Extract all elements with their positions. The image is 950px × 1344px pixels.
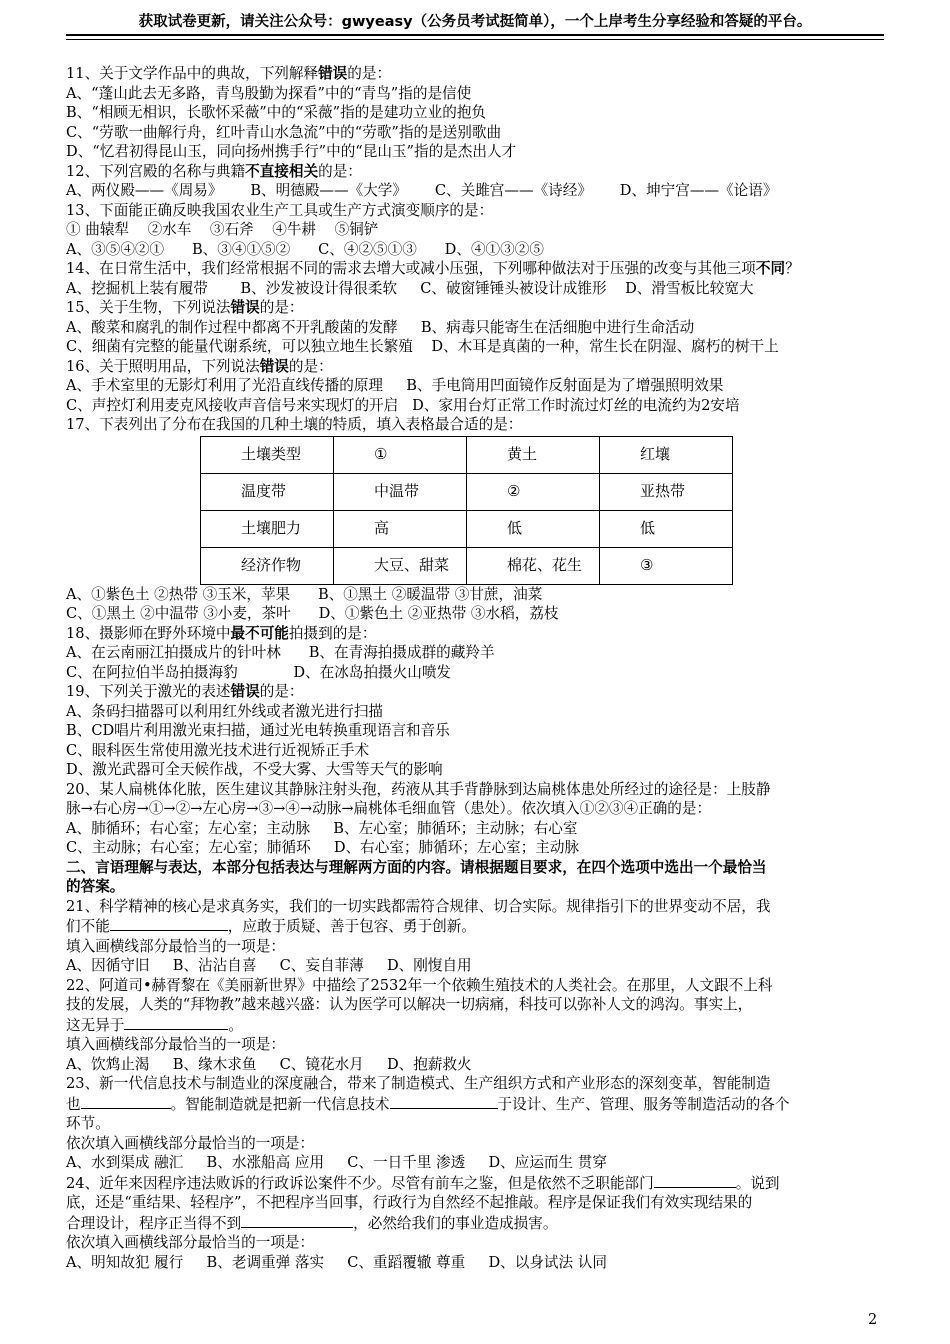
- table-cell: ①: [334, 436, 467, 473]
- question-24-prompt: 依次填入画横线部分最恰当的一项是：: [66, 1234, 315, 1251]
- option-d: D、④①③②⑤: [444, 240, 544, 258]
- table-cell: ②: [467, 473, 600, 510]
- page-header: 获取试卷更新，请关注公众号：gwyeasy（公务员考试挺简单），一个上岸考生分享经验和答疑的平台。: [138, 14, 812, 30]
- option-a: A、手术室里的无影灯利用了光沿直线传播的原理: [66, 377, 384, 394]
- question-12-options: [66, 181, 886, 201]
- question-13-items: ① 曲辕犁 ②水车 ③石斧 ④牛耕 ⑤铜铲: [66, 221, 379, 238]
- question-21-stem-line2: 们不能 ，应敢于质疑、善于包容、勇于创新。: [66, 918, 476, 935]
- question-11-option-d: D、“忆君初得昆山玉，同向扬州携手行”中的“昆山玉”指的是杰出人才: [66, 143, 517, 160]
- option-a: A、①紫色土 ②热带 ③玉米，苹果: [66, 585, 291, 603]
- table-cell: 亚热带: [600, 473, 733, 510]
- option-d: D、右心室；肺循环；左心室；主动脉: [333, 839, 580, 856]
- option-c: C、一日千里 渗透: [347, 1154, 466, 1171]
- question-22-options: [66, 1055, 886, 1075]
- question-24-stem-line1: 24、近年来因程序违法败诉的行政诉讼案件不少。尽管有前车之鉴，但是依然不乏职能部门 。说到: [66, 1174, 780, 1192]
- answer-blank-2: [241, 1213, 353, 1228]
- question-19-option-b: B、CD唱片利用激光束扫描，通过光电转换重现语言和音乐: [66, 722, 450, 739]
- option-b: B、沾沾自喜: [172, 957, 257, 974]
- question-23-stem-line1: 23、新一代信息技术与制造业的深度融合，带来了制造模式、生产组织方式和产业形态的深刻变革，智能制造: [66, 1075, 771, 1092]
- option-c: C、①黑土 ②中温带 ③小麦，茶叶: [66, 605, 291, 622]
- table-cell: 中温带: [334, 473, 467, 510]
- question-11-stem: 11、关于文学作品中的典故，下列解释错误的是：: [66, 65, 392, 82]
- option-c: C、重蹈覆辙 尊重: [347, 1253, 466, 1271]
- page-number: 2: [868, 1312, 878, 1328]
- option-c: C、细菌有完整的能量代谢系统，可以独立地生长繁殖: [66, 338, 413, 355]
- option-a: A、两仪殿——《周易》: [66, 182, 223, 199]
- option-c: C、主动脉；右心室；左心室；肺循环: [66, 839, 311, 856]
- option-b: B、在青海拍摄成群的藏羚羊: [308, 644, 495, 661]
- question-17-options-ab: [66, 585, 886, 605]
- question-16-options-cd: [66, 396, 886, 416]
- question-13-stem: 13、下面能正确反映我国农业生产工具或生产方式演变顺序的是：: [66, 201, 494, 219]
- option-d: D、抱薪救火: [386, 1055, 472, 1073]
- table-row: [201, 436, 733, 473]
- option-a: A、肺循环；右心室；左心室；主动脉: [66, 819, 311, 837]
- option-b: B、老调重弹 落实: [206, 1253, 325, 1271]
- question-24-options: [66, 1253, 886, 1273]
- question-24-stem-line2: 底，还是“重结果、轻程序”，不把程序当回事，行政行为自然经不起推敲。程序是保证我们有效实现结果的: [66, 1194, 753, 1211]
- option-d: D、①紫色土 ②亚热带 ③水稻，荔枝: [318, 605, 559, 622]
- question-15-options-cd: [66, 337, 886, 357]
- question-23-stem-line2: 也 。智能制造就是把新一代信息技术 于设计、生产、管理、服务等制造活动的各个: [66, 1095, 790, 1113]
- table-cell: 温度带: [201, 473, 334, 510]
- question-22-stem-line3: 这无异于 。: [66, 1016, 243, 1034]
- question-15-stem: 15、关于生物，下列说法错误的是：: [66, 299, 304, 316]
- option-c: C、镜花水月: [279, 1055, 364, 1073]
- table-cell: 低: [467, 510, 600, 547]
- question-20-options-ab: [66, 819, 886, 839]
- table-cell: 棉花、花生: [467, 547, 600, 584]
- question-19-stem: 19、下列关于激光的表述错误的是：: [66, 683, 304, 700]
- question-23-stem-line3: 环节。: [66, 1115, 110, 1132]
- table-row: [201, 510, 733, 547]
- table-cell: 低: [600, 510, 733, 547]
- option-d: D、木耳是真菌的一种，常生长在阴湿、腐朽的树干上: [431, 338, 779, 355]
- question-14-options: [66, 279, 886, 299]
- question-22-stem-line1: 22、阿道司•赫胥黎在《美丽新世界》中描绘了2532年一个依赖生殖技术的人类社会。在那里，人文跟不上科: [66, 976, 773, 994]
- option-a: A、挖掘机上装有履带: [66, 279, 208, 297]
- question-19-option-d: D、激光武器可全天候作战，不受大雾、大雪等天气的影响: [66, 761, 443, 778]
- question-20-options-cd: [66, 838, 886, 858]
- table-cell: 经济作物: [201, 547, 334, 584]
- question-21-stem-line1: 21、科学精神的核心是求真务实，我们的一切实践都需符合规律、切合实际。规律指引下的世界变动不居，我: [66, 897, 771, 915]
- table-cell: 土壤肥力: [201, 510, 334, 547]
- question-24-stem-line3: 合理设计，程序正当得不到 ，必然给我们的事业造成损害。: [66, 1214, 558, 1232]
- question-17-options-cd: [66, 604, 886, 624]
- question-22-stem-line2: 技的发展，人类的“拜物教”越来越兴盛：认为医学可以解决一切病痛，科技可以弥补人文的鸿沟。事实上，: [66, 996, 753, 1013]
- table-cell: 大豆、甜菜: [334, 547, 467, 584]
- answer-blank-1: [654, 1173, 736, 1188]
- option-b: B、明德殿——《大学》: [250, 182, 407, 199]
- question-20-stem-line1: 20、某人扁桃体化脓，医生建议其静脉注射头孢，药液从其手背静脉到达扁桃体患处所经过的途径是：上肢静: [66, 780, 771, 798]
- question-19-option-c: C、眼科医生常使用激光技术进行近视矫正手术: [66, 741, 370, 759]
- option-a: A、水到渠成 融汇: [66, 1154, 184, 1171]
- question-17-stem: 17、下表列出了分布在我国的几种土壤的特质，填入表格最合适的是：: [66, 416, 523, 433]
- answer-blank: [110, 916, 228, 931]
- option-b: B、左心室；肺循环；主动脉；右心室: [333, 819, 578, 837]
- answer-blank-2: [390, 1094, 498, 1109]
- option-b: B、手电筒用凹面镜作反射面是为了增强照明效果: [406, 377, 724, 394]
- question-11-option-c: C、“劳歌一曲解行舟，红叶青山水急流”中的“劳歌”指的是送别歌曲: [66, 123, 502, 141]
- question-22-prompt: 填入画横线部分最恰当的一项是：: [66, 1036, 285, 1053]
- question-11-option-b: B、“相顾无相识，长歌怀采薇”中的“采薇”指的是建功立业的抱负: [66, 104, 487, 121]
- question-16-options-ab: [66, 376, 886, 396]
- option-b: B、①黑土 ②暖温带 ③甘蔗，油菜: [317, 585, 543, 603]
- option-c: C、声控灯利用麦克风接收声音信号来实现灯的开启: [66, 396, 399, 414]
- option-d: D、以身试法 认同: [488, 1253, 607, 1271]
- option-a: A、明知故犯 履行: [66, 1253, 184, 1271]
- question-21-prompt: 填入画横线部分最恰当的一项是：: [66, 937, 285, 955]
- table-row: [201, 473, 733, 510]
- answer-blank: [124, 1015, 228, 1030]
- question-12-stem: 12、下列宫殿的名称与典籍不直接相关的是：: [66, 162, 362, 180]
- question-23-prompt: 依次填入画横线部分最恰当的一项是：: [66, 1134, 315, 1152]
- header-rule-thin: [66, 39, 884, 40]
- section-2-heading-line1: 二、言语理解与表达，本部分包括表达与理解两方面的内容。请根据题目要求，在四个选项中选出一个最恰当: [66, 858, 767, 876]
- option-b: B、病毒只能寄生在活细胞中进行生命活动: [420, 318, 695, 336]
- option-a: A、因循守旧: [66, 957, 150, 974]
- option-c: C、在阿拉伯半岛拍摄海豹: [66, 663, 238, 681]
- table-cell: 土壤类型: [201, 436, 334, 473]
- header-rule-thick: [66, 34, 884, 36]
- option-c: C、④②⑤①③: [318, 240, 417, 258]
- option-b: B、缘木求鱼: [172, 1055, 257, 1073]
- table-cell: 高: [334, 510, 467, 547]
- option-b: B、③④①⑤②: [191, 240, 291, 258]
- option-d: D、滑雪板比较宽大: [625, 279, 754, 297]
- option-a: A、③⑤④②①: [66, 240, 165, 258]
- option-d: D、家用台灯正常工作时流过灯丝的电流约为2安培: [412, 396, 740, 414]
- option-d: D、刚愎自用: [386, 957, 472, 974]
- table-cell: ③: [600, 547, 733, 584]
- question-16-stem: 16、关于照明用品，下列说法错误的是：: [66, 357, 333, 375]
- option-c: C、关雎宫——《诗经》: [434, 182, 592, 199]
- option-a: A、饮鸩止渴: [66, 1055, 150, 1073]
- question-20-stem-line2: 脉→右心房→①→②→左心房→③→④→动脉→扁桃体毛细血管（患处）。依次填入①②③④正确的是：: [66, 800, 712, 817]
- option-d: D、坤宁宫——《论语》: [619, 182, 778, 199]
- option-b: B、沙发被设计得很柔软: [240, 279, 398, 297]
- table-cell: 红壤: [600, 436, 733, 473]
- table-row: [201, 547, 733, 584]
- section-2-heading-line2: 的答案。: [66, 878, 125, 895]
- option-a: A、酸菜和腐乳的制作过程中都离不开乳酸菌的发酵: [66, 318, 398, 336]
- question-21-options: [66, 956, 886, 976]
- option-c: C、妄自菲薄: [279, 957, 364, 974]
- question-13-options: [66, 240, 886, 260]
- question-19-option-a: A、条码扫描器可以利用红外线或者激光进行扫描: [66, 702, 384, 720]
- option-c: C、破窗锤锤头被设计成锥形: [420, 279, 607, 297]
- question-11-option-a: A、“蓬山此去无多路，青鸟殷勤为探看”中的“青鸟”指的是信使: [66, 84, 472, 102]
- option-d: D、在冰岛拍摄火山喷发: [293, 663, 452, 681]
- table-cell: 黄土: [467, 436, 600, 473]
- question-15-options-ab: [66, 318, 886, 338]
- question-23-options: [66, 1153, 886, 1173]
- question-18-stem: 18、摄影师在野外环境中最不可能拍摄到的是：: [66, 624, 377, 642]
- question-18-options-cd: [66, 663, 886, 683]
- exam-content: [66, 64, 886, 1272]
- soil-table: [200, 436, 733, 585]
- option-b: B、水涨船高 应用: [206, 1154, 325, 1171]
- answer-blank-1: [81, 1094, 171, 1109]
- option-d: D、应运而生 贯穿: [488, 1154, 607, 1171]
- question-14-stem: 14、在日常生活中，我们经常根据不同的需求去增大或减小压强，下列哪种做法对于压强的改变与其他三项不同？: [66, 260, 800, 277]
- option-a: A、在云南丽江拍摄成片的针叶林: [66, 644, 281, 661]
- question-18-options-ab: [66, 643, 886, 663]
